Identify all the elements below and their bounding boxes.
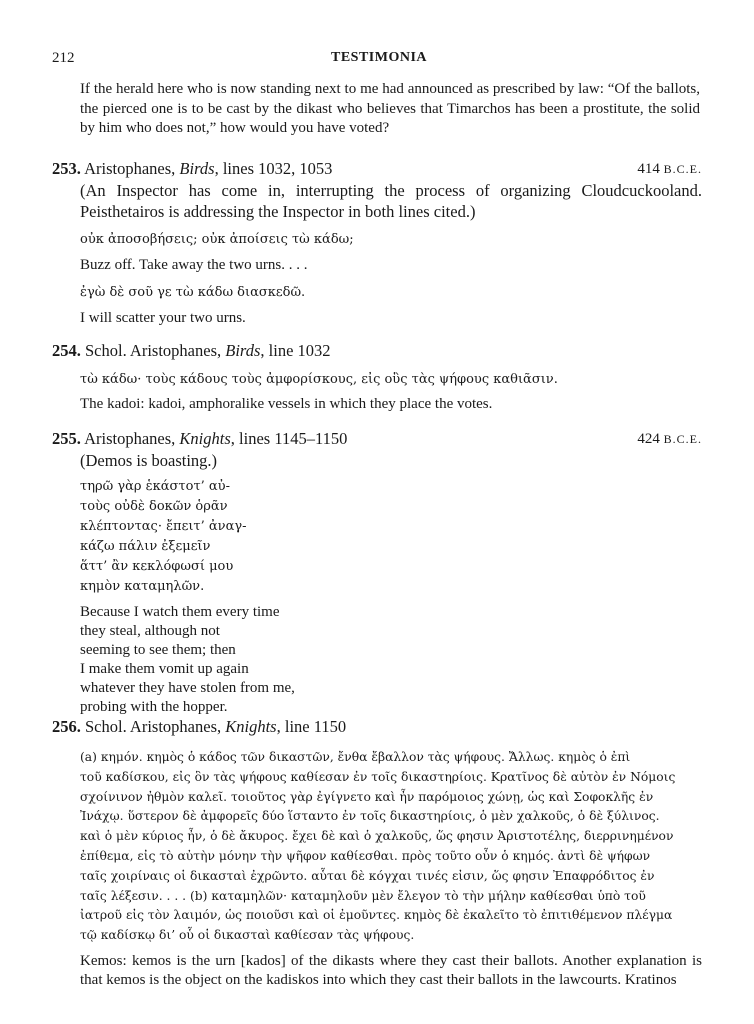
entry-253 xyxy=(52,158,702,328)
scholion-line: καὶ ὁ μὲν κύριος ἦν, ὁ δὲ ἄκυρος. ἔχει δὲ καὶ ὁ χαλκοῦς, ὥς φησιν Ἀριστοτέλης, διερρινημένον xyxy=(80,829,674,844)
greek-line: ἐγὼ δὲ σοῦ γε τὼ κάδω διασκεδῶ. xyxy=(80,285,306,300)
entry-lines: , line 1032 xyxy=(260,341,331,360)
english-verse xyxy=(52,603,702,717)
entry-lines: , lines 1032, 1053 xyxy=(214,159,333,178)
scholion-line: (a) κημόν. κημὸς ὁ κάδος τῶν δικαστῶν, ἔνθα ἔβαλλον τὰς ψήφους. Ἄλλως. κημὸς ὁ ἐπὶ xyxy=(80,750,631,764)
entry-source: Aristophanes, xyxy=(84,159,180,178)
date-era: B.C.E. xyxy=(663,162,702,176)
scholion-line: τῷ καδίσκῳ δι’ οὗ οἱ δικασταὶ καθίεσαν τὰς ψήφους. xyxy=(80,928,415,943)
page-number: 212 xyxy=(52,50,75,66)
scholion-line: ταῖς λέξεσιν. . . . (b) καταμηλῶν· καταμηλοῦν μὲν ἔλεγον τὸ τὴν μήλην καθίεσθαι ὑπὸ τοῦ xyxy=(80,888,646,903)
entry-note: (An Inspector has come in, interrupting the process of organizing Cloudcuckooland. Peisthetairos is addressing the Inspector in both lines cited.) xyxy=(80,181,702,221)
entry-heading xyxy=(52,158,702,180)
entry-date xyxy=(637,158,702,180)
entry-254 xyxy=(52,340,702,414)
entry-source: Schol. Aristophanes, xyxy=(85,341,226,360)
scholion-greek xyxy=(52,748,702,946)
scholion-line: ἰατροῦ εἰς τὸν λαιμόν, ὡς ποιοῦσι καὶ οἱ ἐμοῦντες. κημὸς δὲ ἐκαλεῖτο τὸ ἐπιτιθέμενον πλέγμα xyxy=(80,908,673,923)
entry-number: 253. xyxy=(52,159,81,178)
entry-work: Birds xyxy=(225,341,261,360)
entry-source: Schol. Aristophanes, xyxy=(85,717,226,736)
english-line: Buzz off. Take away the two urns. . . . xyxy=(80,257,308,273)
verse-line: they steal, although not xyxy=(80,623,220,639)
scholion-line: ἐπίθεμα, εἰς τὸ αὐτὴν μόνην τὴν ψῆφον καθίεσθαι. πρὸς τοῦτο οὖν ὁ κημός. ἀντὶ δὲ ψήφων xyxy=(80,848,651,863)
greek-verse xyxy=(52,477,702,597)
date-era: B.C.E. xyxy=(663,432,702,446)
verse-line: κημὸν καταμηλῶν. xyxy=(80,579,205,594)
entry-number: 254. xyxy=(52,341,81,360)
running-header xyxy=(52,50,706,70)
verse-line: Because I watch them every time xyxy=(80,604,280,620)
scholion-english: Kemos: kemos is the urn [kados] of the dikasts where they cast their ballots. Another explanation is that kemos is the object on the kadiskos into which they cast their ballots in the lawcourts. Kratinos xyxy=(80,952,702,988)
entry-work: Birds xyxy=(179,159,215,178)
verse-line: κάζω πάλιν ἐξεμεῖν xyxy=(80,539,211,554)
entry-lines: , line 1150 xyxy=(276,717,347,736)
entry-note: (Demos is boasting.) xyxy=(80,451,218,470)
scholion-line: Ἰνάχῳ. ὕστερον δὲ ἀμφορεῖς δύο ἵσταντο ἐν τοῖς δικαστηρίοις, ὁ μὲν χαλκοῦς, ὁ δὲ ξύλινος. xyxy=(80,809,660,824)
entry-work: Knights xyxy=(225,717,277,736)
verse-line: whatever they have stolen from me, xyxy=(80,680,295,696)
date-number: 424 xyxy=(637,431,664,447)
entry-lines: , lines 1145–1150 xyxy=(230,429,348,448)
verse-line: κλέπτοντας· ἔπειτ’ ἀναγ- xyxy=(80,519,247,534)
entry-date xyxy=(637,428,702,450)
scholion-line: ταῖς χοιρίναις οἱ δικασταὶ ἐχρῶντο. αὗται δὲ κόγχαι τινές εἰσιν, ὥς φησιν Ἐπαφρόδιτος ἐν xyxy=(80,868,655,883)
verse-line: probing with the hopper. xyxy=(80,699,228,715)
greek-line: τὼ κάδω· τοὺς κάδους τοὺς ἀμφορίσκους, εἰς οὓς τὰς ψήφους καθιᾶσιν. xyxy=(80,372,558,387)
entry-number: 256. xyxy=(52,717,81,736)
entry-256 xyxy=(52,716,702,990)
verse-line: seeming to see them; then xyxy=(80,642,236,658)
entry-heading xyxy=(52,716,702,738)
greek-line: οὐκ ἀποσοβήσεις; οὐκ ἀποίσεις τὼ κάδω; xyxy=(80,232,354,247)
verse-line: τηρῶ γὰρ ἑκάστοτ’ αὐ- xyxy=(80,479,230,494)
scholion-line: τοῦ καδίσκου, εἰς ὃν τὰς ψήφους καθίεσαν ἐν τοῖς δικαστηρίοις. Κρατῖνος δὲ αὐτὸν ἐν Νόμοις xyxy=(80,769,676,784)
running-title: TESTIMONIA xyxy=(330,50,428,65)
english-line: I will scatter your two urns. xyxy=(80,310,246,326)
entry-work: Knights xyxy=(179,429,231,448)
entry-heading xyxy=(52,340,702,362)
entry-source: Aristophanes, xyxy=(84,429,180,448)
entry-heading xyxy=(52,428,702,450)
verse-line: ἅττ’ ἂν κεκλόφωσί μου xyxy=(80,559,234,574)
english-line: The kadoi: kadoi, amphoralike vessels in which they place the votes. xyxy=(80,396,493,412)
intro-paragraph: If the herald here who is now standing next to me had announced as prescribed by law: “Of the ballots, the pierced one is to be cast by the dikast who believes that Timarchos has been a prostitute, the solid by him who does not,” how would you have voted? xyxy=(80,81,700,136)
entry-number: 255. xyxy=(52,429,81,448)
verse-line: τοὺς οὐδὲ δοκῶν ὁρᾶν xyxy=(80,499,228,514)
entry-255 xyxy=(52,428,702,717)
scholion-line: σχοίνινον ἠθμὸν καλεῖ. τοιοῦτος γὰρ ἐγίγνετο καὶ ἦν παρόμοιος χώνῃ, ὡς καὶ Σοφοκλῆς ἐν xyxy=(80,789,654,804)
date-number: 414 xyxy=(637,161,664,177)
verse-line: I make them vomit up again xyxy=(80,661,249,677)
